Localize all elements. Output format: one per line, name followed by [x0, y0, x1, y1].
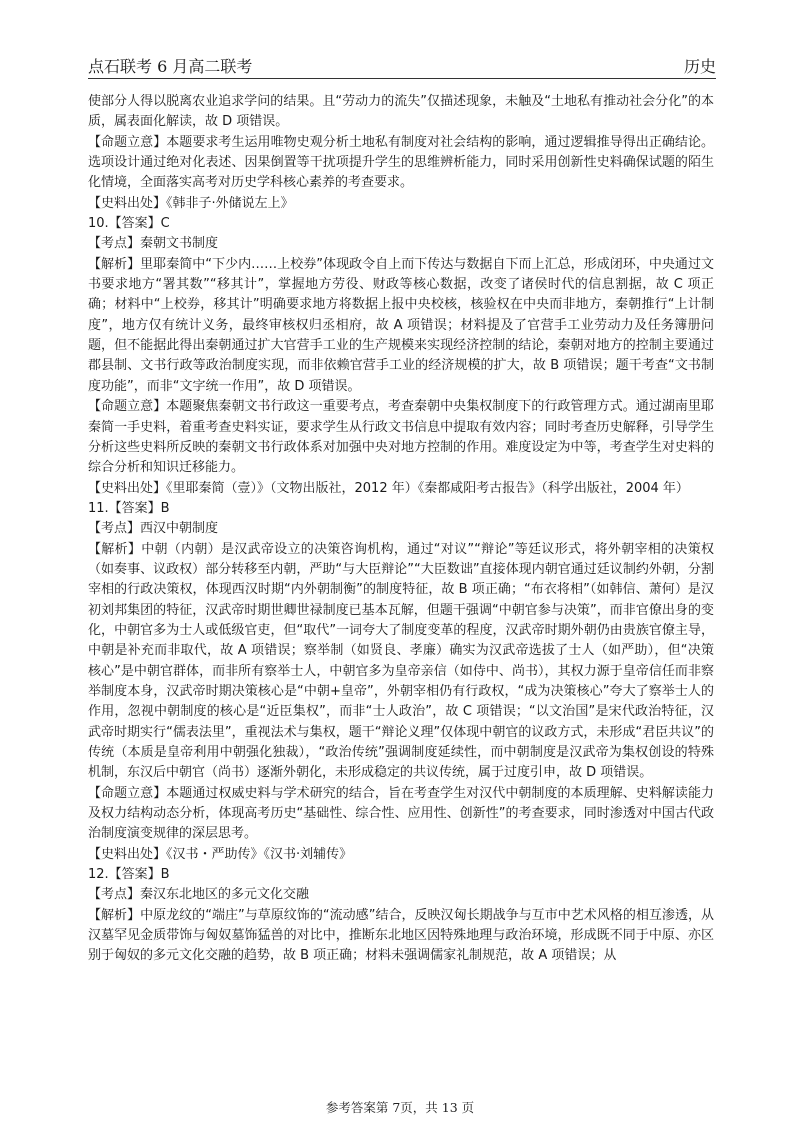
paragraph: 【命题立意】本题聚焦秦朝文书行政这一重要考点，考查秦朝中央集权制度下的行政管理方式。通过湖南里耶秦简一手史料，着重考查史料实证，要求学生从行政文书信息中提取有效内容；同时考查历史解释，引导学生分析这些史料所反映的秦朝文书行政体系对加强中央对地方控制的作用。难度设定为中等，考查学生对史料的综合分析和知识迁移能力。 — [88, 399, 714, 476]
paragraph: 【解析】里耶秦简中“下少内……上校券”体现政令自上而下传达与数据自下而上汇总，形成闭环，中央通过文书要求地方“署其数”“移其计”，掌握地方劳役、财政等核心数据，改变了诸侯时代的信息割据，故 C 项正确；材料中“上校券，移其计”明确要求地方将数据上报中央校核，核验权在中央而非地方，秦朝推行“上计制度”，地方仅有统计义务，最终审核权归丞相府，故 A 项错误；材料提及了官营手工业劳动力及任务簿册问题，但不能据此得出秦朝通过扩大官营手工业的生产规模来实现经济控制的结论，秦朝对地方的控制主要通过郡县制、文书行政等政治制度实现，而非依赖官营手工业的经济规模的扩大，故 B 项错误；题干考查“文书制度功能”，而非“文字统一作用”，故 D 项错误。 — [88, 256, 714, 394]
paragraph: 【史料出处】《韩非子·外储说左上》 — [88, 195, 294, 211]
paragraph: 【解析】中原龙纹的“端庄”与草原纹饰的“流动感”结合，反映汉匈长期战争与互市中艺术风格的相互渗透，从汉墓罕见金质带饰与匈奴墓饰猛兽的对比中，推断东北地区因特殊地理与政治环境，形成既不同于中原、亦区别于匈奴的多元文化交融的趋势，故 B 项正确；材料未强调儒家礼制规范，故 A 项错误；从 — [88, 907, 714, 964]
page-header — [88, 52, 716, 79]
paragraph: 【命题立意】本题要求考生运用唯物史观分析土地私有制度对社会结构的影响，通过逻辑推导得出正确结论。选项设计通过绝对化表述、因果倒置等干扰项提升学生的思维辨析能力，同时采用创新性史料确保试题的陌生化情境，全面落实高考对历史学科核心素养的考查要求。 — [88, 134, 714, 191]
paragraph: 【史料出处】《里耶秦简（壹）》（文物出版社，2012 年）《秦都咸阳考古报告》（科学出版社，2004 年） — [88, 480, 689, 496]
paragraph: 10.【答案】C — [88, 216, 170, 232]
paragraph: 【史料出处】《汉书・严助传》《汉书·刘辅传》 — [88, 846, 353, 862]
page-footer: 参考答案第 7页，共 13 页 — [325, 1100, 475, 1115]
paragraph: 【考点】秦朝文书制度 — [88, 236, 219, 252]
paragraph: 11.【答案】B — [88, 500, 170, 516]
paragraph: 使部分人得以脱离农业追求学问的结果。且“劳动力的流失”仅描述现象，未触及“土地私有推动社会分化”的本质，属表面化解读，故 D 项错误。 — [88, 94, 714, 130]
exam-title: 点石联考 6 月高二联考 — [88, 57, 253, 76]
paragraph: 【考点】西汉中朝制度 — [88, 521, 219, 537]
paragraph: 【考点】秦汉东北地区的多元文化交融 — [88, 887, 310, 903]
paragraph: 12.【答案】B — [88, 867, 170, 883]
subject-label: 历史 — [683, 57, 716, 76]
paragraph: 【解析】中朝（内朝）是汉武帝设立的决策咨询机构，通过“对议”“辩论”等廷议形式，将外朝宰相的决策权（如奏事、议政权）部分转移至内朝，严助“与大臣辩论”“大臣数诎”直接体现内朝官通过廷议制约外朝，分割宰相的行政决策权，体现西汉时期“内外朝制衡”的制度特征，故 B 项正确；“布衣将相”（如韩信、萧何）是汉初刘邦集团的特征，汉武帝时期世卿世禄制度已基本瓦解，但题干强调“中朝官参与决策”，而非官僚出身的变化，中朝官多为士人或低级官吏，但“取代”一词夸大了制度变革的程度，汉武帝时期外朝仍由贵族官僚主导，中朝是补充而非取代，故 A 项错误；察举制（如贤良、孝廉）确实为汉武帝选拔了士人（如严助），但“决策核心”是中朝官群体，而非所有察举士人，中朝官多为皇帝亲信（如侍中、尚书），其权力源于皇帝信任而非察举制度本身，汉武帝时期决策核心是“中朝+皇帝”，外朝宰相仍有行政权，“成为决策核心”夸大了察举士人的作用，忽视中朝制度的核心是“近臣集权”，而非“士人政治”，故 C 项错误；“以文治国”是宋代政治特征，汉武帝时期实行“儒表法里”，重视法术与集权，题干“辩论义理”仅体现中朝官的议政方式，未形成“君臣共议”的传统（本质是皇帝利用中朝强化独裁），“政治传统”强调制度延续性，而中朝制度是汉武帝为集权创设的特殊机制，东汉后中朝官（尚书）逐渐外朝化，未形成稳定的共议传统，属于过度引申，故 D 项错误。 — [88, 541, 714, 781]
paragraph: 【命题立意】本题通过权威史料与学术研究的结合，旨在考查学生对汉代中朝制度的本质理解、史料解读能力及权力结构动态分析，体现高考历史“基础性、综合性、应用性、创新性”的考查要求，同时渗透对中国古代政治制度演变规律的深层思考。 — [88, 785, 714, 842]
answer-content — [88, 92, 714, 967]
